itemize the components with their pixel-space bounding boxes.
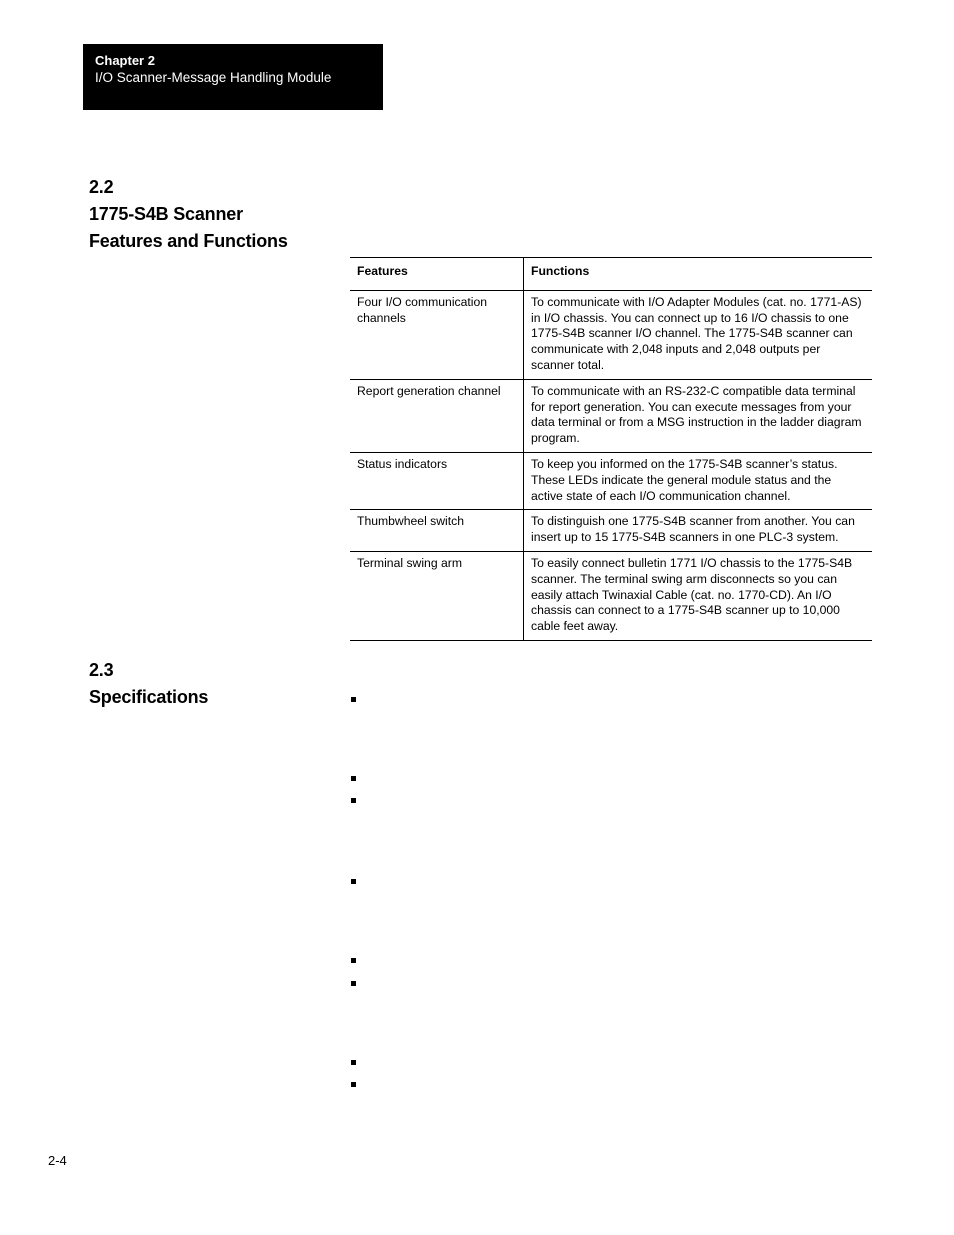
table-row [350, 379, 872, 452]
function-cell: To keep you informed on the 1775-S4B scanner’s status. These LEDs indicate the general module status and the active state of each I/O communication channel. [524, 452, 873, 509]
table-row [350, 510, 872, 552]
feature-cell: Four I/O communication channels [350, 290, 524, 379]
function-cell: To distinguish one 1775-S4B scanner from another. You can insert up to 15 1775-S4B scanners in one PLC-3 system. [524, 510, 873, 552]
section-number: 2.3 [89, 660, 114, 680]
function-cell: To communicate with an RS-232-C compatible data terminal for report generation. You can execute messages from your data terminal or from a MSG instruction in the ladder diagram program. [524, 379, 873, 452]
features-table [350, 257, 872, 641]
section-heading-features [89, 174, 288, 255]
bullet-marker [351, 958, 356, 963]
bullet-marker [351, 981, 356, 986]
bullet-marker [351, 798, 356, 803]
feature-cell: Report generation channel [350, 379, 524, 452]
section-title-line1: 1775-S4B Scanner [89, 204, 243, 224]
page-number: 2-4 [48, 1153, 67, 1168]
table-row [350, 551, 872, 640]
function-cell: To communicate with I/O Adapter Modules (cat. no. 1771-AS) in I/O chassis. You can connect up to 16 I/O chassis to one 1775-S4B scanner I/O channel. The 1775-S4B scanner can communicate with 2,048 inputs and 2,048 outputs per scanner total. [524, 290, 873, 379]
column-header-functions: Functions [524, 258, 873, 291]
section-title: Specifications [89, 687, 209, 707]
table-row [350, 452, 872, 509]
bullet-marker [351, 879, 356, 884]
section-heading-specifications [89, 657, 208, 711]
bullet-marker [351, 776, 356, 781]
feature-cell: Terminal swing arm [350, 551, 524, 640]
chapter-label: Chapter 2 [95, 53, 155, 68]
bullet-marker [351, 1082, 356, 1087]
section-number: 2.2 [89, 177, 114, 197]
chapter-title: I/O Scanner-Message Handling Module [95, 70, 332, 85]
bullet-marker [351, 1060, 356, 1065]
section-title-line2: Features and Functions [89, 231, 288, 251]
feature-cell: Status indicators [350, 452, 524, 509]
bullet-marker [351, 697, 356, 702]
table-row [350, 290, 872, 379]
table-header-row [350, 258, 872, 291]
function-cell: To easily connect bulletin 1771 I/O chassis to the 1775-S4B scanner. The terminal swing arm disconnects so you can easily attach Twinaxial Cable (cat. no. 1770-CD). An I/O chassis can connect to a 1775-S4B scanner up to 10,000 cable feet away. [524, 551, 873, 640]
feature-cell: Thumbwheel switch [350, 510, 524, 552]
chapter-header [83, 44, 383, 110]
column-header-features: Features [350, 258, 524, 291]
